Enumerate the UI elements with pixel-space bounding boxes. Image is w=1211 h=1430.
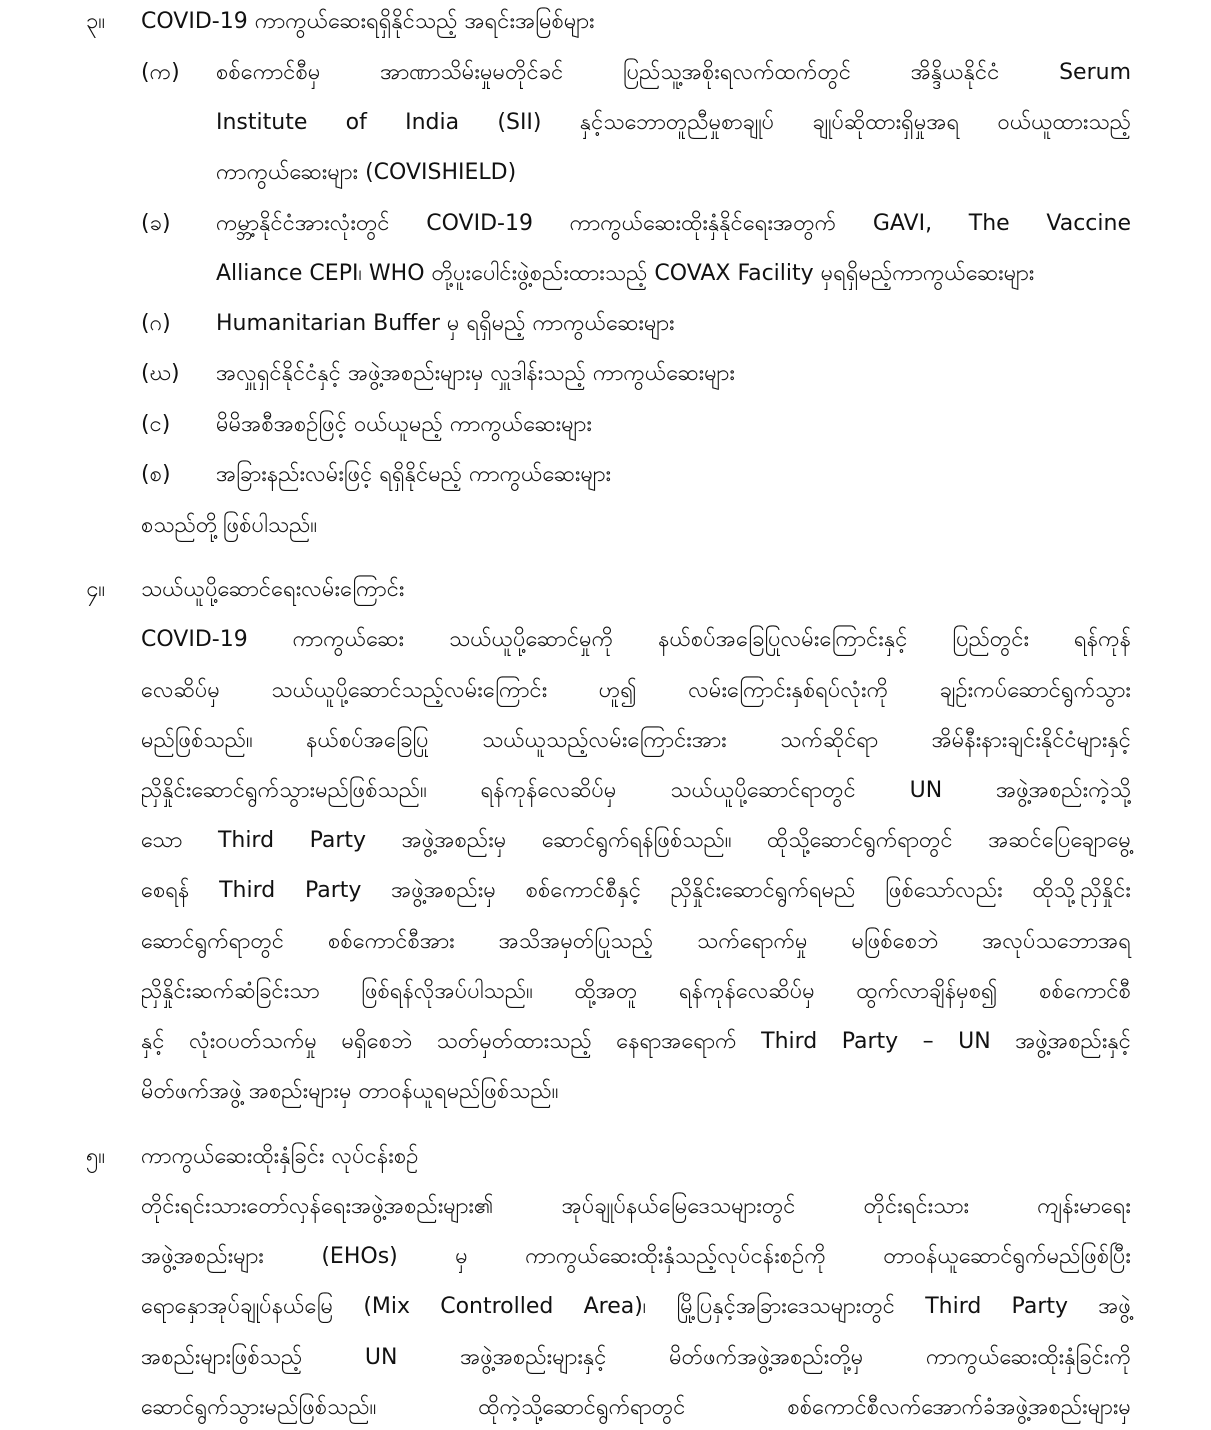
section-5-paragraph-line: အဖွဲ့အစည်းများ (EHOs) မှ ကာကွယ်ဆေးထိုးနှံသည့်လုပ်ငန်းစဉ်ကို တာဝန်ယူဆောင်ရွက်မည်ဖြစ်ပြီး	[141, 1244, 1131, 1269]
section-3-number: ၃။	[86, 9, 106, 34]
section-3-item-ga-mark: (ဂ)	[141, 311, 171, 336]
section-4-paragraph-line: ဆောင်ရွက်ရာတွင် စစ်ကောင်စီအား အသိအမှတ်ပြုသည့် သက်ရောက်မှု မဖြစ်စေဘဲ အလုပ်သဘောအရ	[141, 929, 1131, 954]
section-4-heading: သယ်ယူပို့ဆောင်ရေးလမ်းကြောင်း	[141, 577, 405, 602]
section-4-paragraph-line: COVID-19 ကာကွယ်ဆေး သယ်ယူပို့ဆောင်မှုကို နယ်စပ်အခြေပြုလမ်းကြောင်းနှင့် ပြည်တွင်း ရန်ကုန်	[141, 627, 1131, 652]
section-5-paragraph-line: ရောနှောအုပ်ချုပ်နယ်မြေ (Mix Controlled Area)၊ မြို့ပြနှင့်အခြားဒေသများတွင် Third Party အဖွဲ့	[141, 1294, 1131, 1319]
section-3-item-ka-line: ကာကွယ်ဆေးများ (COVISHIELD)	[216, 160, 517, 185]
section-4-paragraph-line: ညှိနှိုင်းဆောင်ရွက်သွားမည်ဖြစ်သည်။ ရန်ကုန်လေဆိပ်မှ သယ်ယူပို့ဆောင်ရာတွင် UN အဖွဲ့အစည်းကဲ့သို့	[141, 778, 1131, 803]
section-3-item-ka-mark: (က)	[141, 60, 180, 85]
section-4-paragraph-line: မိတ်ဖက်အဖွဲ့ အစည်းများမှ တာဝန်ယူရမည်ဖြစ်သည်။	[141, 1079, 559, 1104]
section-3-item-ga-line: Humanitarian Buffer မှ ရရှိမည့် ကာကွယ်ဆေးများ	[216, 311, 675, 336]
section-3-item-nga-mark: (င)	[141, 412, 171, 437]
section-5-heading: ကာကွယ်ဆေးထိုးနှံခြင်း လုပ်ငန်းစဉ်	[141, 1144, 419, 1169]
section-4-paragraph-line: မည်ဖြစ်သည်။ နယ်စပ်အခြေပြု သယ်ယူသည့်လမ်းကြောင်းအား သက်ဆိုင်ရာ အိမ်နီးနားချင်းနိုင်ငံများနှင့်	[141, 728, 1131, 753]
section-4-paragraph-line: နှင့် လုံးဝပတ်သက်မှု မရှိစေဘဲ သတ်မှတ်ထားသည့် နေရာအရောက် Third Party – UN အဖွဲ့အစည်းနှင့်	[141, 1029, 1131, 1054]
section-4-paragraph-line: ညှိနှိုင်းဆက်ဆံခြင်းသာ ဖြစ်ရန်လိုအပ်ပါသည်။ ထို့အတူ ရန်ကုန်လေဆိပ်မှ ထွက်လာချိန်မှစ၍ စစ်ကောင်စီ	[141, 979, 1131, 1004]
section-3-item-nga-line: မိမိအစီအစဉ်ဖြင့် ဝယ်ယူမည့် ကာကွယ်ဆေးများ	[216, 412, 592, 437]
section-5-number: ၅။	[86, 1144, 106, 1169]
section-5-paragraph-line: တိုင်းရင်းသားတော်လှန်ရေးအဖွဲ့အစည်းများ၏ အုပ်ချုပ်နယ်မြေဒေသများတွင် တိုင်းရင်းသား ကျန်းမာရေး	[141, 1194, 1131, 1219]
section-4-paragraph-line: လေဆိပ်မှ သယ်ယူပို့ဆောင်သည့်လမ်းကြောင်း ဟူ၍ လမ်းကြောင်းနှစ်ရပ်လုံးကို ချဉ်းကပ်ဆောင်ရွက်သွား	[141, 678, 1131, 703]
section-4-paragraph-line: စေရန် Third Party အဖွဲ့အစည်းမှ စစ်ကောင်စီနှင့် ညှိနှိုင်းဆောင်ရွက်ရမည် ဖြစ်သော်လည်း ထိုသို့ညှိနှိုင်း	[141, 878, 1131, 903]
section-5-paragraph-line: ဆောင်ရွက်သွားမည်ဖြစ်သည်။ ထိုကဲ့သို့ဆောင်ရွက်ရာတွင် စစ်ကောင်စီလက်အောက်ခံအဖွဲ့အစည်းများမှ	[141, 1395, 1131, 1420]
section-3-item-ka-line: စစ်ကောင်စီမှ အာဏာသိမ်းမှုမတိုင်ခင် ပြည်သူ့အစိုးရလက်ထက်တွင် အိန္ဒိယနိုင်ငံ Serum	[216, 60, 1131, 85]
section-4-paragraph-line: သော Third Party အဖွဲ့အစည်းမှ ဆောင်ရွက်ရန်ဖြစ်သည်။ ထိုသို့ဆောင်ရွက်ရာတွင် အဆင်ပြေချောမွေ့	[141, 828, 1131, 853]
section-3-heading: COVID-19 ကာကွယ်ဆေးရရှိနိုင်သည့် အရင်းအမြစ်များ	[141, 9, 595, 34]
section-3-item-gha-mark: (ဃ)	[141, 361, 180, 386]
section-3-item-sa-line: အခြားနည်းလမ်းဖြင့် ရရှိနိုင်မည့် ကာကွယ်ဆေးများ	[216, 462, 612, 487]
section-5-paragraph-line: အစည်းများဖြစ်သည့် UN အဖွဲ့အစည်းများနှင့် မိတ်ဖက်အဖွဲ့အစည်းတို့မှ ကာကွယ်ဆေးထိုးနှံခြင်းကို	[141, 1345, 1131, 1370]
section-3-item-kha-line: ကမ္ဘာ့နိုင်ငံအားလုံးတွင် COVID-19 ကာကွယ်ဆေးထိုးနှံနိုင်ရေးအတွက် GAVI, The Vaccine	[216, 211, 1131, 236]
section-3-closing: စသည်တို့ဖြစ်ပါသည်။	[141, 513, 318, 538]
section-3-item-sa-mark: (စ)	[141, 462, 171, 487]
section-3-item-ka-line: Institute of India (SII) နှင့်သဘောတူညီမှုစာချုပ် ချုပ်ဆိုထားရှိမှုအရ ဝယ်ယူထားသည့်	[216, 110, 1131, 135]
section-3-item-gha-line: အလှူရှင်နိုင်ငံနှင့် အဖွဲ့အစည်းများမှ လှူဒါန်းသည့် ကာကွယ်ဆေးများ	[216, 361, 735, 386]
section-4-number: ၄။	[86, 577, 106, 602]
section-3-item-kha-line: Alliance CEPI၊ WHO တို့ပူးပေါင်းဖွဲ့စည်းထားသည့် COVAX Facility မှရရှိမည့်ကာကွယ်ဆေးများ	[216, 261, 1035, 286]
section-3-item-kha-mark: (ခ)	[141, 211, 171, 236]
